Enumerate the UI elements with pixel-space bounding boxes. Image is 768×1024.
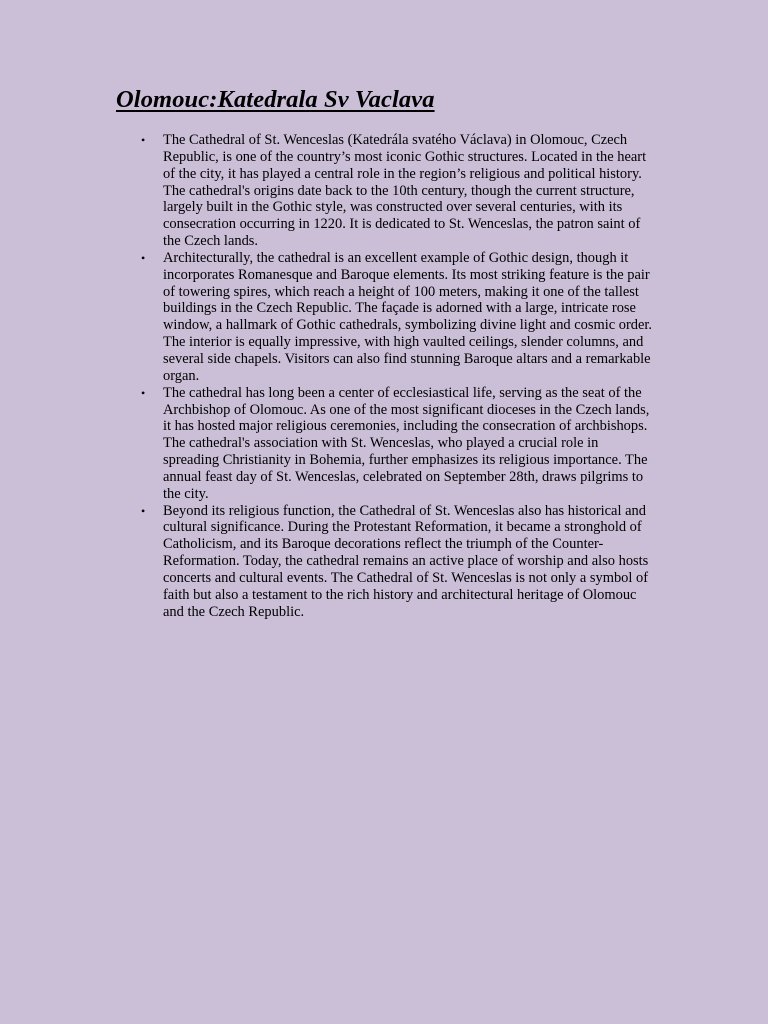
bullet-list bbox=[141, 132, 655, 620]
document-title: Olomouc:Katedrala Sv Vaclava bbox=[116, 86, 435, 113]
bullet-icon: • bbox=[141, 503, 146, 518]
paragraph-text: Architecturally, the cathedral is an excellent example of Gothic design, though it incorporates Romanesque and Baroque elements. Its most striking feature is the pair of towering spires, which reach a height of 100 meters, making it one of the tallest buildings in the Czech Republic. The façade is adorned with a large, intricate rose window, a hallmark of Gothic cathedrals, symbolizing divine light and cosmic order. The interior is equally impressive, with high vaulted ceilings, slender columns, and several side chapels. Visitors can also find stunning Baroque altars and a remarkable organ. bbox=[163, 249, 653, 384]
paragraph-text: The cathedral has long been a center of ecclesiastical life, serving as the seat of the Archbishop of Olomouc. As one of the most significant dioceses in the Czech lands, it has hosted major religious ceremonies, including the consecration of archbishops. The cathedral's association with St. Wenceslas, who played a crucial role in spreading Christianity in Bohemia, further emphasizes its religious importance. The annual feast day of St. Wenceslas, celebrated on September 28th, draws pilgrims to the city. bbox=[163, 384, 650, 502]
list-item bbox=[141, 384, 655, 503]
bullet-icon: • bbox=[141, 250, 146, 265]
bullet-icon: • bbox=[141, 133, 146, 147]
list-item bbox=[141, 132, 655, 250]
list-item bbox=[141, 249, 655, 385]
paragraph-text: The Cathedral of St. Wenceslas (Katedrála svatého Václava) in Olomouc, Czech Republic, is one of the country’s most iconic Gothic structures. Located in the heart of the city, it has played a central role in the region’s religious and political history. The cathedral's origins date back to the 10th century, though the current structure, largely built in the Gothic style, was constructed over several centuries, with its consecration occurring in 1220. It is dedicated to St. Wenceslas, the patron saint of the Czech lands. bbox=[163, 132, 647, 250]
paragraph-text: Beyond its religious function, the Cathedral of St. Wenceslas also has historical and cultural significance. During the Protestant Reformation, it became a stronghold of Catholicism, and its Baroque decorations reflect the triumph of the Counter-Reformation. Today, the cathedral remains an active place of worship and also hosts concerts and cultural events. The Cathedral of St. Wenceslas is not only a symbol of faith but also a testament to the rich history and architectural heritage of Olomouc and the Czech Republic. bbox=[163, 502, 649, 620]
bullet-icon: • bbox=[141, 385, 146, 400]
list-item bbox=[141, 502, 655, 621]
